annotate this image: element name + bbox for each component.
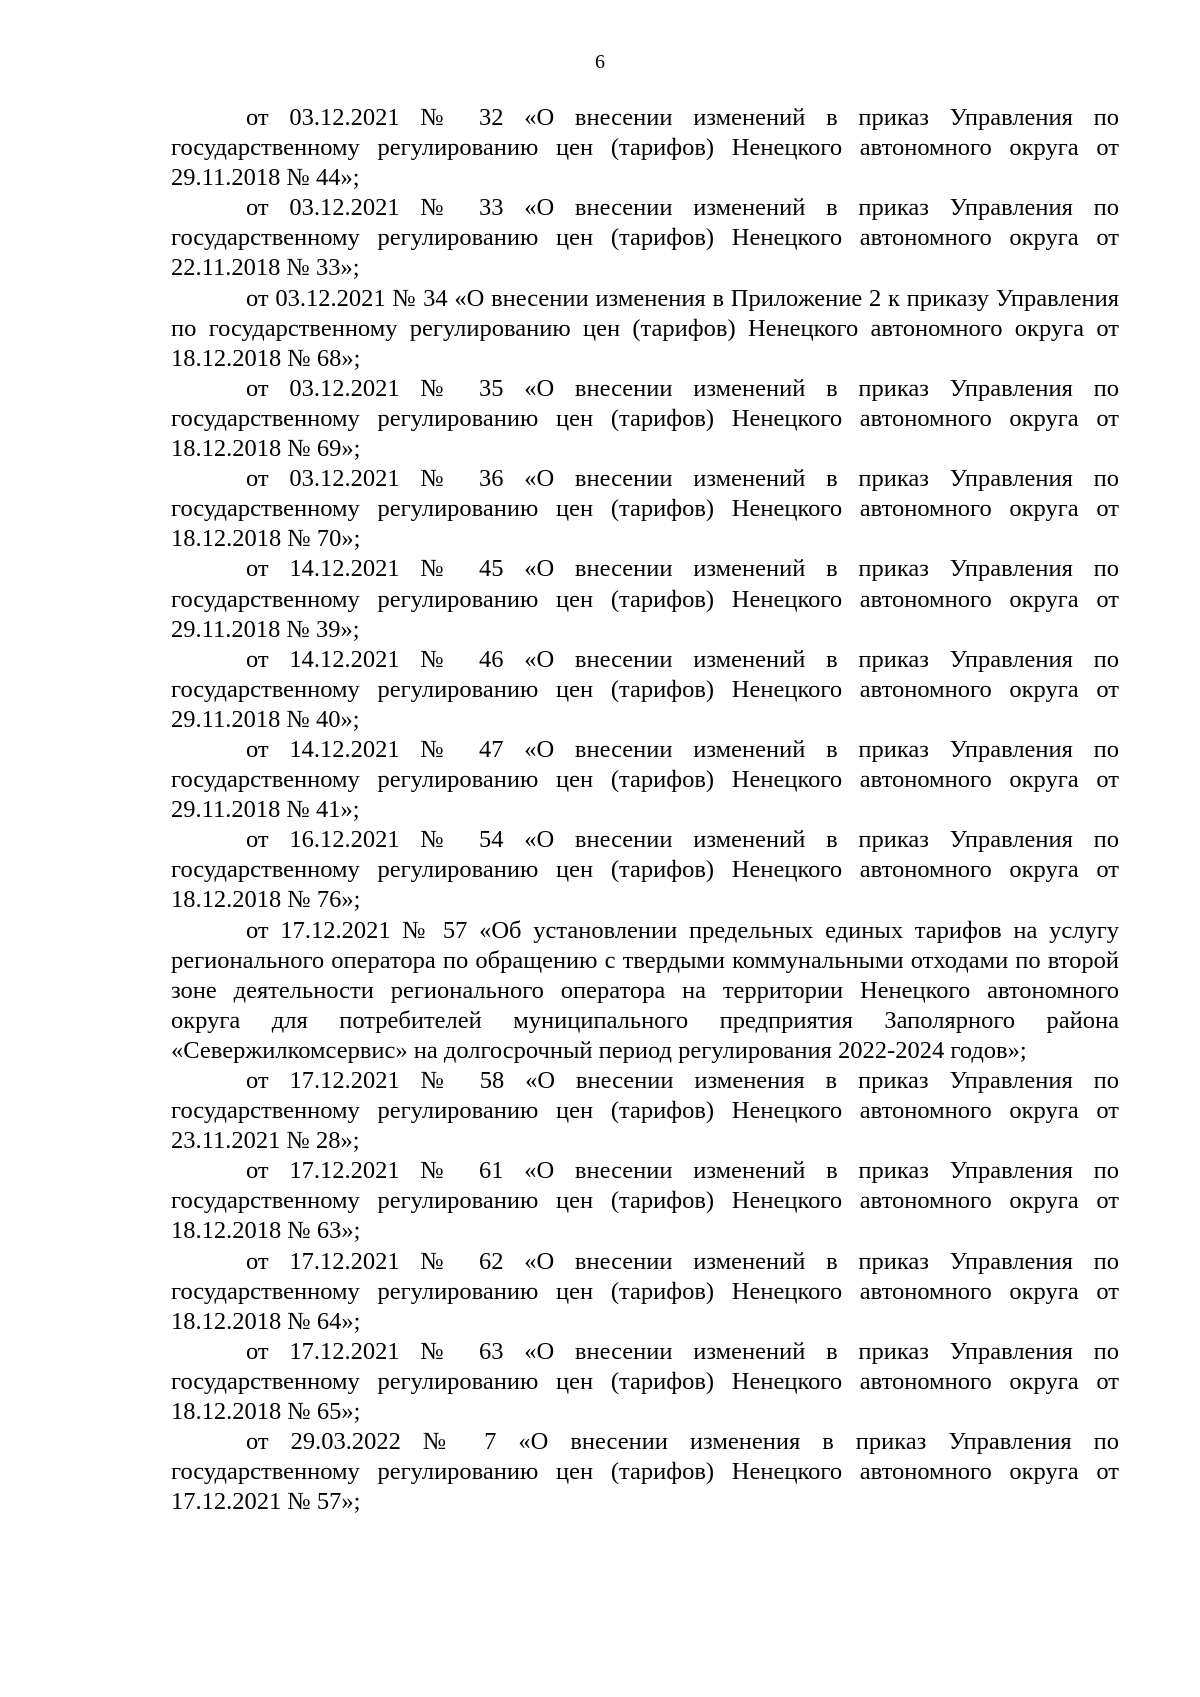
list-item: от 03.12.2021 № 32 «О внесении изменений в приказ Управления по государственному регулированию цен (тарифов) Ненецкого автономного округа от 29.11.2018 № 44»; xyxy=(171,104,1119,192)
list-item: от 17.12.2021 № 58 «О внесении изменения в приказ Управления по государственному регулированию цен (тарифов) Ненецкого автономного округа от 23.11.2021 № 28»; xyxy=(171,1067,1119,1155)
list-item: от 03.12.2021 № 34 «О внесении изменения в Приложение 2 к приказу Управления по государственному регулированию цен (тарифов) Ненецкого автономного округа от 18.12.2018 № 68»; xyxy=(171,284,1119,372)
list-item: от 14.12.2021 № 46 «О внесении изменений в приказ Управления по государственному регулированию цен (тарифов) Ненецкого автономного округа от 29.11.2018 № 40»; xyxy=(171,645,1119,733)
list-item: от 14.12.2021 № 47 «О внесении изменений в приказ Управления по государственному регулированию цен (тарифов) Ненецкого автономного округа от 29.11.2018 № 41»; xyxy=(171,735,1119,824)
list-item: от 03.12.2021 № 33 «О внесении изменений в приказ Управления по государственному регулированию цен (тарифов) Ненецкого автономного округа от 22.11.2018 № 33»; xyxy=(171,194,1119,282)
document-body xyxy=(171,103,1119,1517)
list-item: от 14.12.2021 № 45 «О внесении изменений в приказ Управления по государственному регулированию цен (тарифов) Ненецкого автономного округа от 29.11.2018 № 39»; xyxy=(171,555,1119,643)
list-item: от 17.12.2021 № 63 «О внесении изменений в приказ Управления по государственному регулированию цен (тарифов) Ненецкого автономного округа от 18.12.2018 № 65»; xyxy=(171,1337,1119,1426)
list-item: от 17.12.2021 № 57 «Об установлении предельных единых тарифов на услугу регионального оператора по обращению с твердыми коммунальными отходами по второй зоне деятельности регионального оператора на территории Ненецкого автономного округа для потребителей муниципального предприятия Заполярного района «Севержилкомсервис» на долгосрочный период регулирования 2022-2024 годов»; xyxy=(171,916,1119,1064)
list-item: от 03.12.2021 № 35 «О внесении изменений в приказ Управления по государственному регулированию цен (тарифов) Ненецкого автономного округа от 18.12.2018 № 69»; xyxy=(171,374,1119,463)
list-item: от 17.12.2021 № 62 «О внесении изменений в приказ Управления по государственному регулированию цен (тарифов) Ненецкого автономного округа от 18.12.2018 № 64»; xyxy=(171,1247,1119,1335)
page-number: 6 xyxy=(595,51,605,73)
list-item: от 29.03.2022 № 7 «О внесении изменения в приказ Управления по государственному регулированию цен (тарифов) Ненецкого автономного округа от 17.12.2021 № 57»; xyxy=(171,1428,1119,1516)
list-item: от 17.12.2021 № 61 «О внесении изменений в приказ Управления по государственному регулированию цен (тарифов) Ненецкого автономного округа от 18.12.2018 № 63»; xyxy=(171,1157,1119,1245)
list-item: от 16.12.2021 № 54 «О внесении изменений в приказ Управления по государственному регулированию цен (тарифов) Ненецкого автономного округа от 18.12.2018 № 76»; xyxy=(171,826,1119,914)
list-item: от 03.12.2021 № 36 «О внесении изменений в приказ Управления по государственному регулированию цен (тарифов) Ненецкого автономного округа от 18.12.2018 № 70»; xyxy=(171,465,1119,553)
